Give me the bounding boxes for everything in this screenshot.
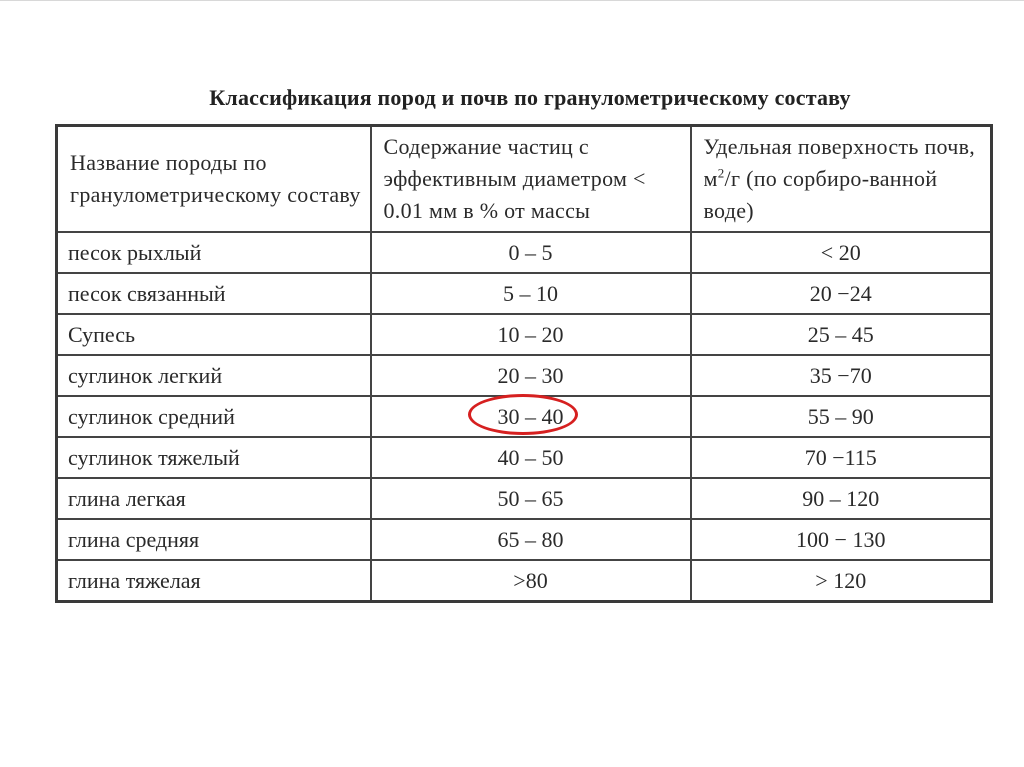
surface-cell: 100 − 130 (691, 519, 992, 560)
surface-cell: 35 −70 (691, 355, 992, 396)
table-row (57, 519, 992, 560)
header-particle-content: Содержание частиц с эффективным диаметром < 0.01 мм в % от массы (371, 126, 691, 233)
surface-cell: 55 – 90 (691, 396, 992, 437)
header-specific-surface-text: Удельная поверхность почв, м (703, 134, 976, 191)
rock-name-cell: глина легкая (57, 478, 371, 519)
red-circle-annotation (468, 394, 578, 435)
rock-name-cell: глина средняя (57, 519, 371, 560)
circled-value-text: 30 – 40 (497, 404, 564, 429)
content-cell: 50 – 65 (371, 478, 691, 519)
classification-table (55, 124, 993, 603)
header-specific-surface-text-2: /г (по сорбиро-ванной воде) (703, 166, 938, 223)
surface-cell: 90 – 120 (691, 478, 992, 519)
table-row (57, 232, 992, 273)
content-cell: 40 – 50 (371, 437, 691, 478)
header-rock-name: Название породы по гранулометрическому составу (57, 126, 371, 233)
content-cell: 10 – 20 (371, 314, 691, 355)
surface-cell: > 120 (691, 560, 992, 602)
top-border-line (0, 0, 1024, 1)
header-superscript: 2 (717, 165, 725, 181)
table-row (57, 355, 992, 396)
table-row (57, 478, 992, 519)
rock-name-cell: суглинок легкий (57, 355, 371, 396)
rock-name-cell: глина тяжелая (57, 560, 371, 602)
rock-name-cell: суглинок тяжелый (57, 437, 371, 478)
rock-name-cell: песок рыхлый (57, 232, 371, 273)
content-cell: 65 – 80 (371, 519, 691, 560)
surface-cell: 70 −115 (691, 437, 992, 478)
content-cell-circled (371, 396, 691, 437)
table-row (57, 560, 992, 602)
content-cell: >80 (371, 560, 691, 602)
surface-cell: 25 – 45 (691, 314, 992, 355)
content-cell: 20 – 30 (371, 355, 691, 396)
rock-name-cell: песок связанный (57, 273, 371, 314)
table-title: Классификация пород и почв по гранулометрическому составу (209, 85, 851, 110)
table-row (57, 437, 992, 478)
table-row (57, 273, 992, 314)
content-cell: 5 – 10 (371, 273, 691, 314)
surface-cell: < 20 (691, 232, 992, 273)
header-specific-surface (691, 126, 992, 233)
header-row (57, 126, 992, 233)
circled-value (498, 397, 564, 436)
surface-cell: 20 −24 (691, 273, 992, 314)
table-row (57, 314, 992, 355)
rock-name-cell: Супесь (57, 314, 371, 355)
content-cell: 0 – 5 (371, 232, 691, 273)
table-row-highlighted (57, 396, 992, 437)
rock-name-cell: суглинок средний (57, 396, 371, 437)
